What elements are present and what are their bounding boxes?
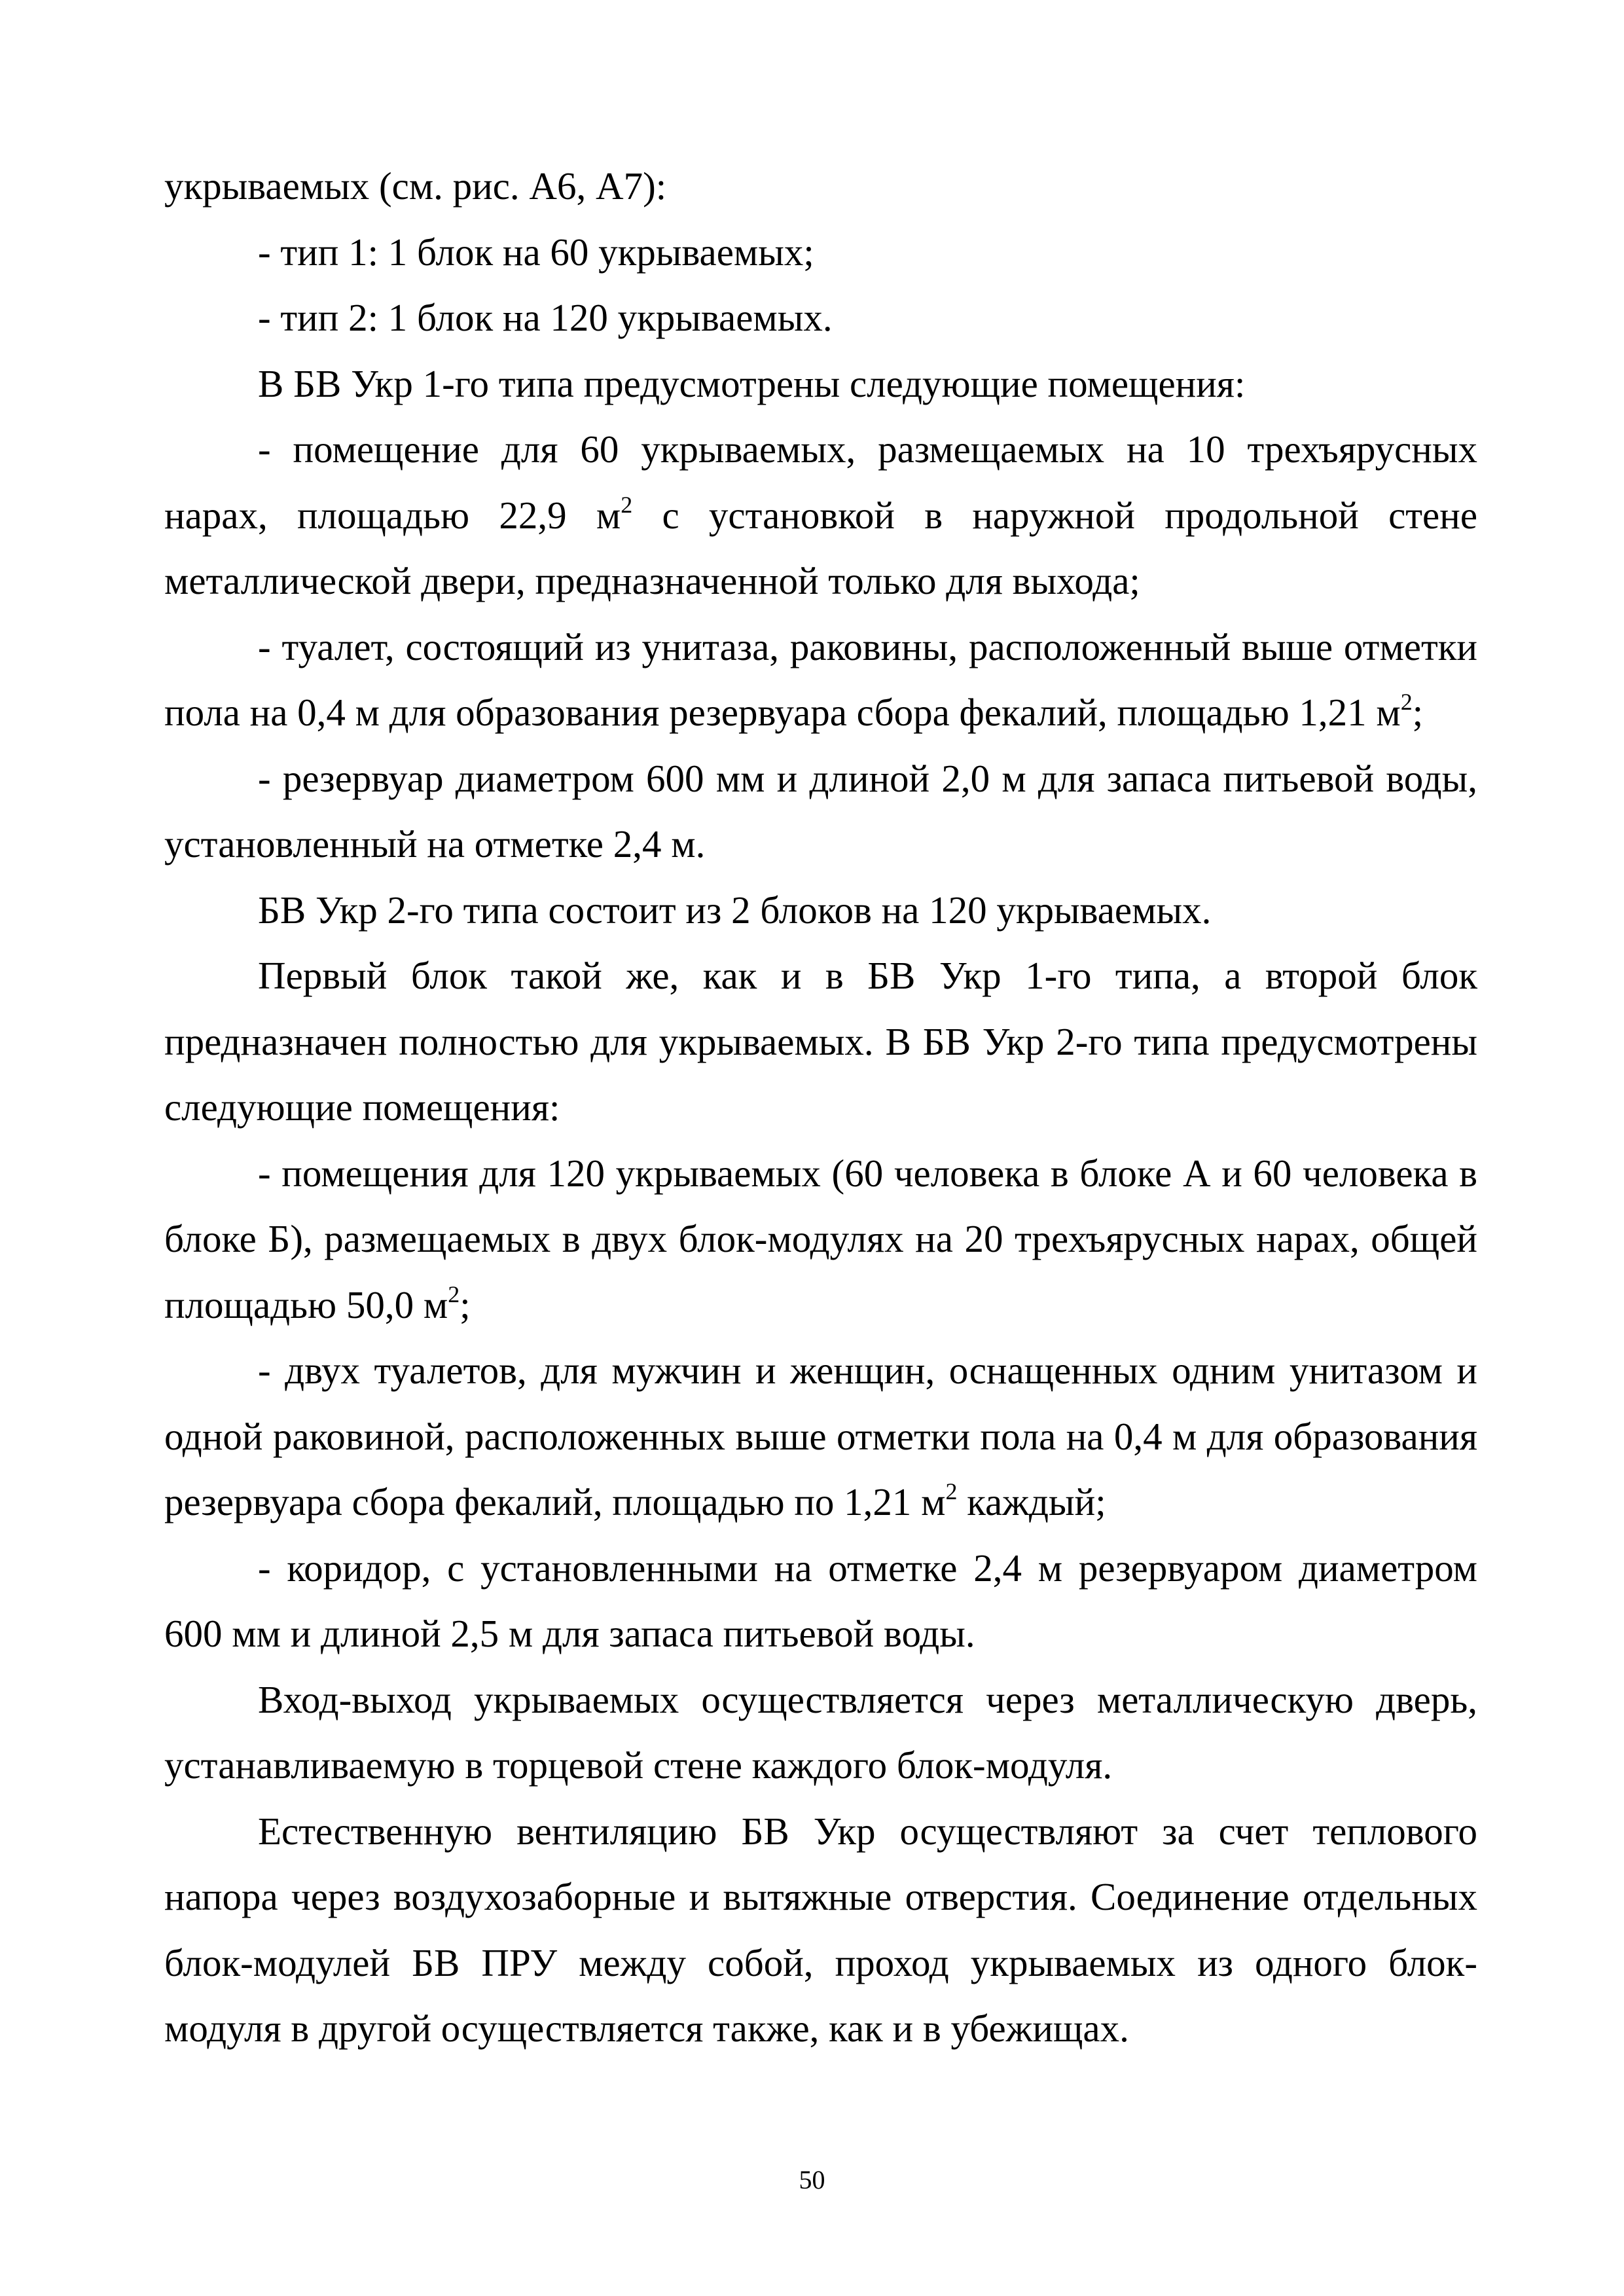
- text-line: [258, 877, 1477, 943]
- text-line: [164, 1930, 1477, 1995]
- text-line: [258, 614, 1477, 680]
- text-line: [258, 1798, 1477, 1864]
- text-line: [258, 1140, 1477, 1206]
- line-text: установленный на отметке 2,4 м.: [164, 822, 706, 866]
- text-line: [258, 943, 1477, 1008]
- text-line: [164, 1009, 1477, 1074]
- line-text: - резервуар диаметром 600 мм и длиной 2,0 м для запаса питьевой воды,: [258, 756, 1477, 800]
- line-text: - туалет, состоящий из унитаза, раковины, расположенный выше отметки: [258, 625, 1477, 668]
- line-text: блок-модулей БВ ПРУ между собой, проход укрываемых из одного блок-: [164, 1941, 1477, 1984]
- text-line: [258, 1667, 1477, 1732]
- line-text: предназначен полностью для укрываемых. В БВ Укр 2-го типа предусмотрены: [164, 1019, 1477, 1063]
- line-text: В БВ Укр 1-го типа предусмотрены следующие помещения:: [258, 361, 1246, 405]
- text-line: [164, 1404, 1477, 1469]
- line-text: укрываемых (см. рис. А6, А7):: [164, 164, 667, 208]
- text-line: [164, 1732, 1477, 1798]
- page-number: 50: [799, 2165, 825, 2195]
- line-text-continued: с установкой в наружной продольной стене: [632, 493, 1478, 537]
- text-line: [258, 351, 1477, 416]
- text-line: [258, 1535, 1477, 1601]
- line-text: модуля в другой осуществляется также, как и в убежищах.: [164, 2007, 1129, 2050]
- line-text-continued: ;: [1412, 691, 1424, 734]
- text-line: [258, 746, 1477, 811]
- line-text: Естественную вентиляцию БВ Укр осуществляют за счет теплового: [258, 1809, 1477, 1853]
- text-line: [164, 680, 1477, 745]
- text-line: [164, 1074, 1477, 1140]
- text-line: [258, 1338, 1477, 1403]
- text-line: [164, 548, 1477, 613]
- text-line: [164, 811, 1477, 877]
- line-text: блоке Б), размещаемых в двух блок-модулях на 20 трехъярусных нарах, общей: [164, 1217, 1477, 1260]
- superscript: 2: [621, 491, 633, 518]
- line-text: - помещение для 60 укрываемых, размещаемых на 10 трехъярусных: [258, 428, 1477, 471]
- superscript: 2: [945, 1478, 958, 1504]
- text-line: [164, 1995, 1477, 2061]
- line-text: - коридор, с установленными на отметке 2,4 м резервуаром диаметром: [258, 1546, 1477, 1590]
- line-text: площадью 50,0 м: [164, 1283, 448, 1326]
- line-text: устанавливаемую в торцевой стене каждого блок-модуля.: [164, 1743, 1113, 1787]
- line-text: - помещения для 120 укрываемых (60 человека в блоке А и 60 человека в: [258, 1151, 1477, 1195]
- line-text: Вход-выход укрываемых осуществляется через металлическую дверь,: [258, 1677, 1477, 1721]
- text-line: [164, 1601, 1477, 1666]
- text-line: [164, 1206, 1477, 1271]
- line-text: Первый блок такой же, как и в БВ Укр 1-го типа, а второй блок: [258, 954, 1477, 997]
- line-text-continued: каждый;: [957, 1480, 1106, 1523]
- line-text: 600 мм и длиной 2,5 м для запаса питьевой воды.: [164, 1612, 975, 1655]
- line-text: - двух туалетов, для мужчин и женщин, оснащенных одним унитазом и: [258, 1349, 1477, 1392]
- superscript: 2: [1400, 689, 1413, 715]
- text-line: [258, 416, 1477, 482]
- line-text: - тип 2: 1 блок на 120 укрываемых.: [258, 296, 833, 339]
- text-line: [164, 1272, 1477, 1338]
- text-line: [164, 1864, 1477, 1929]
- line-text-continued: ;: [460, 1283, 471, 1326]
- text-line: [258, 285, 1477, 350]
- line-text: нарах, площадью 22,9 м: [164, 493, 621, 537]
- line-text: пола на 0,4 м для образования резервуара сбора фекалий, площадью 1,21 м: [164, 691, 1401, 734]
- text-line: [164, 483, 1477, 548]
- line-text: следующие помещения:: [164, 1085, 560, 1129]
- text-line: [164, 153, 1477, 219]
- line-text: одной раковиной, расположенных выше отметки пола на 0,4 м для образования: [164, 1414, 1477, 1458]
- superscript: 2: [448, 1281, 460, 1307]
- line-text: БВ Укр 2-го типа состоит из 2 блоков на 120 укрываемых.: [258, 888, 1212, 932]
- line-text: резервуара сбора фекалий, площадью по 1,21 м: [164, 1480, 946, 1523]
- line-text: - тип 1: 1 блок на 60 укрываемых;: [258, 230, 814, 274]
- line-text: напора через воздухозаборные и вытяжные отверстия. Соединение отдельных: [164, 1875, 1477, 1918]
- text-line: [164, 1469, 1477, 1535]
- text-line: [258, 219, 1477, 285]
- line-text: металлической двери, предназначенной только для выхода;: [164, 559, 1140, 602]
